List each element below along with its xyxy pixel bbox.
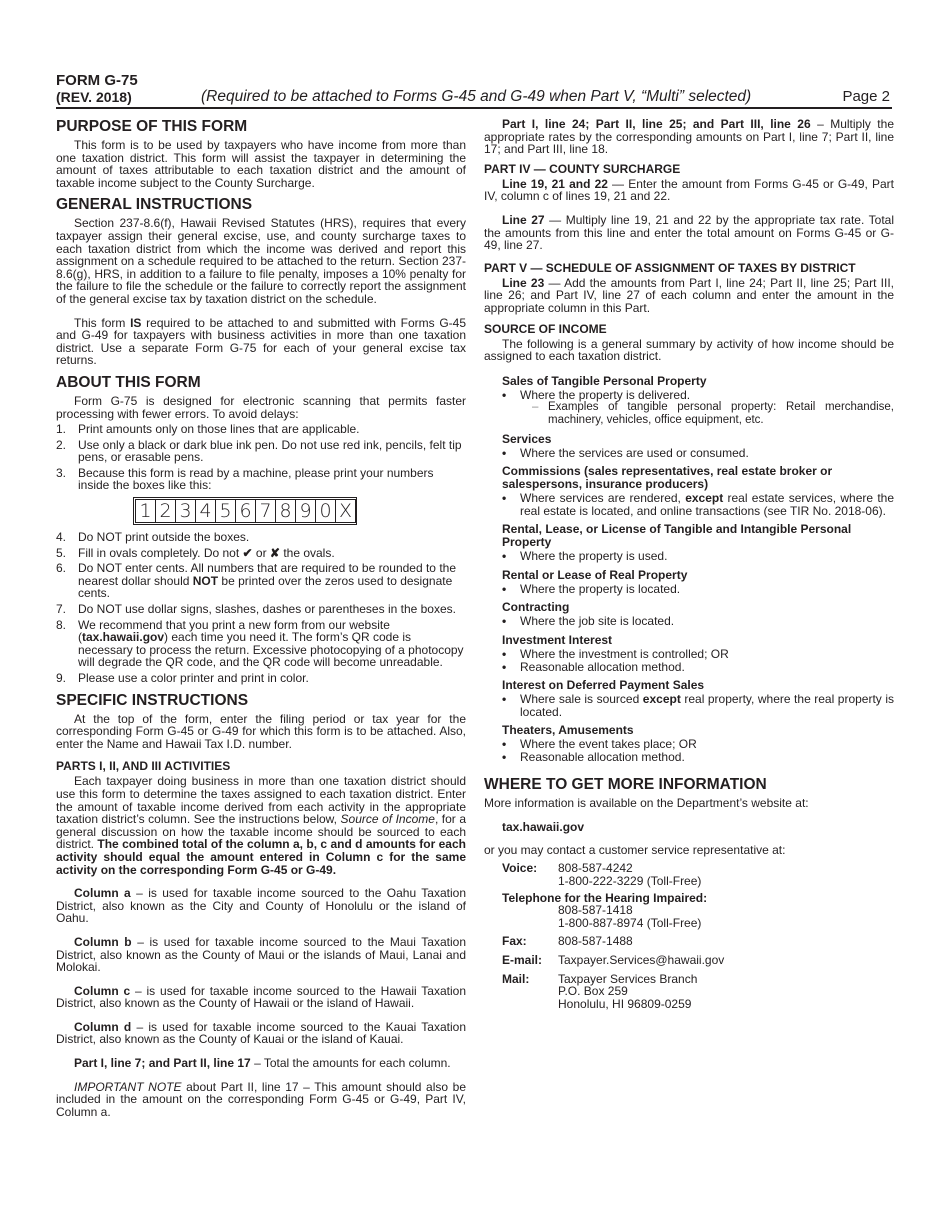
- contact-block: [502, 862, 894, 1010]
- digit-box: 5: [215, 499, 236, 523]
- email-link[interactable]: Taxpayer.Services@hawaii.gov: [558, 952, 725, 967]
- about-list-continued: [56, 531, 466, 685]
- list-item: 9. Please use a color printer and print in color.: [56, 671, 309, 685]
- right-column: [484, 118, 894, 1010]
- category-sales: Sales of Tangible Personal Property • Where the property is delivered. – Examples of tangible personal property: Retail merchandise, machinery, vehicles, office equipment, etc.: [502, 375, 894, 427]
- list-item: 6. Do NOT enter cents. All numbers that are required to be rounded to the nearest dollar should NOT be printed over the zeros used to designate cents.: [56, 561, 456, 601]
- about-list: [56, 423, 466, 492]
- source-heading: SOURCE OF INCOME: [484, 321, 607, 336]
- line19-text: Line 19, 21 and 22 — Enter the amount from Forms G-45 or G-49, Part IV, column c of lines 19, 21 and 22.: [484, 176, 895, 204]
- digit-box: 7: [255, 499, 276, 523]
- column-c-text: Column c – is used for taxable income sourced to the Hawaii Taxation District, also known as the County of Hawaii or the island of Hawaii.: [56, 983, 466, 1011]
- purpose-heading: PURPOSE OF THIS FORM: [56, 118, 248, 135]
- category-commissions: Commissions (sales representatives, real estate broker or salespersons, insurance producers) • Where services are rendered, except real estate services, where the real estate is located, and online transactions (see TIR No. 2018-06).: [502, 465, 894, 517]
- list-item: 2. Use only a black or dark blue ink pen. Do not use red ink, pencils, felt tip pens, or erasable pens.: [56, 437, 462, 465]
- part4-heading: PART IV — COUNTY SURCHARGE: [484, 161, 681, 176]
- parts-heading: PARTS I, II, AND III ACTIVITIES: [56, 759, 231, 774]
- digit-box: 8: [275, 499, 296, 523]
- important-note: IMPORTANT NOTE about Part II, line 17 – This amount should also be included in the amount on the corresponding Form G-45 or G-49, Part IV, Column a.: [56, 1079, 466, 1119]
- general-paragraph-2: This form IS required to be attached to and submitted with Forms G-45 and G-49 for taxpayers with business activities in more than one taxation district. Use a separate Form G-75 for each of your general excise tax returns.: [56, 315, 467, 368]
- page-number: Page 2: [842, 88, 890, 105]
- mail-row: Mail: Taxpayer Services Branch P.O. Box 259 Honolulu, HI 96809-0259: [502, 971, 698, 1011]
- category-deferred: Interest on Deferred Payment Sales • Where sale is sourced except real property, where the real property is located.: [502, 679, 894, 718]
- column-b-text: Column b – is used for taxable income sourced to the Maui Taxation District, also known as the County of Maui or the islands of Maui, Lanai and Molokai.: [56, 934, 466, 975]
- list-item: 7. Do NOT use dollar signs, slashes, dashes or parentheses in the boxes.: [56, 602, 456, 617]
- category-rental-real: Rental or Lease of Real Property • Where the property is located.: [502, 569, 894, 596]
- digit-box: 1: [135, 499, 156, 523]
- list-item: 8. We recommend that you print a new form from our website (tax.hawaii.gov) each time you need it. The form’s QR code is necessary to process the return. Excessive photocopying of a photocopy will degrade the QR code, and the QR code will become unreadable.: [56, 617, 464, 670]
- line24-text: Part I, line 24; Part II, line 25; and Part III, line 26 – Multiply the appropriate rates by the corresponding amounts on Part I, line 7; Part II, line 17; and Part III, line 18.: [484, 117, 894, 157]
- where-text: More information is available on the Department’s website at:: [484, 795, 809, 810]
- general-paragraph-1: Section 237-8.6(f), Hawaii Revised Statutes (HRS), requires that every taxpayer assign their general excise, use, and county surcharge taxes to each taxation district from which the income was derived and report this assignment on a schedule required to be attached to the return. Section 237-8.6(g), HRS, in addition to a failure to file penalty, imposes a 10% penalty for the failure to file the schedule or the failure to correctly report the assignment of the general excise tax by taxation district on the schedule.: [56, 216, 466, 306]
- specific-heading: SPECIFIC INSTRUCTIONS: [56, 691, 249, 709]
- digit-box: 4: [195, 499, 216, 523]
- attachment-note: (Required to be attached to Forms G-45 and G-49 when Part V, “Multi” selected): [201, 88, 752, 105]
- category-rental-personal: Rental, Lease, or License of Tangible and Intangible Personal Property • Where the property is used.: [502, 523, 894, 563]
- column-a-text: Column a – is used for taxable income sourced to the Oahu Taxation District, also known as the City and County of Honolulu or the island of Oahu.: [56, 886, 466, 926]
- list-item: 5. Fill in ovals completely. Do not ✔ or ✘ the ovals.: [56, 545, 335, 560]
- list-item: 4. Do NOT print outside the boxes.: [56, 530, 250, 545]
- left-column: [56, 118, 466, 1118]
- page-header: [56, 73, 892, 109]
- form-number: FORM G-75: [56, 72, 138, 89]
- column-d-text: Column d – is used for taxable income sourced to the Kauai Taxation District, also known as the County of Kauai or the island of Kauai.: [56, 1019, 466, 1047]
- category-investment: Investment Interest • Where the investment is controlled; OR • Reasonable allocation method.: [502, 634, 894, 673]
- purpose-text: This form is to be used by taxpayers who have income from more than one taxation district. This form will assist the taxpayer in determining the amount of taxes attributable to each taxation district and the amount of taxable income subject to the County Surcharge.: [56, 138, 466, 190]
- digit-box: 9: [295, 499, 316, 523]
- about-intro: Form G-75 is designed for electronic scanning that permits faster processing with fewer errors. To avoid delays:: [56, 393, 466, 421]
- website-link[interactable]: tax.hawaii.gov: [502, 820, 585, 835]
- cross-icon: ✘: [269, 545, 280, 560]
- part5-heading: PART V — SCHEDULE OF ASSIGNMENT OF TAXES BY DISTRICT: [484, 260, 856, 275]
- digit-box: 2: [155, 499, 176, 523]
- line27-text: Line 27 — Multiply line 19, 21 and 22 by the appropriate tax rate. Total the amounts from this line and enter the total amount on Forms G-45 or G-49, line 27.: [484, 212, 894, 253]
- digit-box: X: [335, 499, 356, 523]
- contact-text: or you may contact a customer service representative at:: [484, 842, 786, 857]
- tty-row: Telephone for the Hearing Impaired: 808-587-1418 1-800-887-8974 (Toll-Free): [502, 890, 708, 930]
- form-revision: (REV. 2018): [56, 89, 132, 105]
- category-services: Services • Where the services are used or consumed.: [502, 433, 894, 460]
- list-item: 3. Because this form is read by a machine, please print your numbers inside the boxes like this:: [56, 465, 434, 493]
- category-theaters: Theaters, Amusements • Where the event takes place; OR • Reasonable allocation method.: [502, 724, 894, 763]
- category-contracting: Contracting • Where the job site is located.: [502, 601, 894, 628]
- fax-row: Fax: 808-587-1488: [502, 934, 633, 949]
- sample-digit-boxes: [133, 497, 466, 525]
- specific-text: At the top of the form, enter the filing period or tax year for the corresponding Form G-45 or G-49 for which this form is to be attached. Also, enter the Name and Hawaii Tax I.D. number.: [56, 711, 466, 751]
- line23-text: Line 23 — Add the amounts from Part I, line 24; Part II, line 25; Part III, line 26; and Part IV, line 27 of each column and enter the amount in the appropriate column in this Part.: [484, 275, 894, 315]
- about-heading: ABOUT THIS FORM: [56, 373, 201, 391]
- list-item: 1. Print amounts only on those lines that are applicable.: [56, 422, 360, 437]
- checkmark-icon: ✔: [242, 545, 253, 560]
- website-link: tax.hawaii.gov: [82, 630, 165, 645]
- general-heading: GENERAL INSTRUCTIONS: [56, 196, 253, 214]
- voice-row: Voice: 808-587-4242 1-800-222-3229 (Toll-Free): [502, 861, 702, 888]
- email-row: E-mail: Taxpayer.Services@hawaii.gov: [502, 952, 725, 967]
- parts-text: Each taxpayer doing business in more than one taxation district should use this form to determine the taxes assigned to each taxation district. Enter the amount of taxable income derived from each activity in the appropriate taxation district’s column. See the instructions below, Source of Income, for a general discussion on how the taxable income should be sourced to each district. The combined total of the column a, b, c and d amounts for each activity should equal the amount entered in Column c for the same activity on the corresponding Form G-45 or G-49.: [56, 774, 466, 877]
- line7-text: Part I, line 7; and Part II, line 17 – Total the amounts for each column.: [74, 1056, 451, 1071]
- digit-box: 0: [315, 499, 336, 523]
- digit-box: 6: [235, 499, 256, 523]
- source-text: The following is a general summary by activity of how income should be assigned to each taxation district.: [484, 336, 894, 364]
- digit-box: 3: [175, 499, 196, 523]
- where-heading: WHERE TO GET MORE INFORMATION: [484, 775, 767, 793]
